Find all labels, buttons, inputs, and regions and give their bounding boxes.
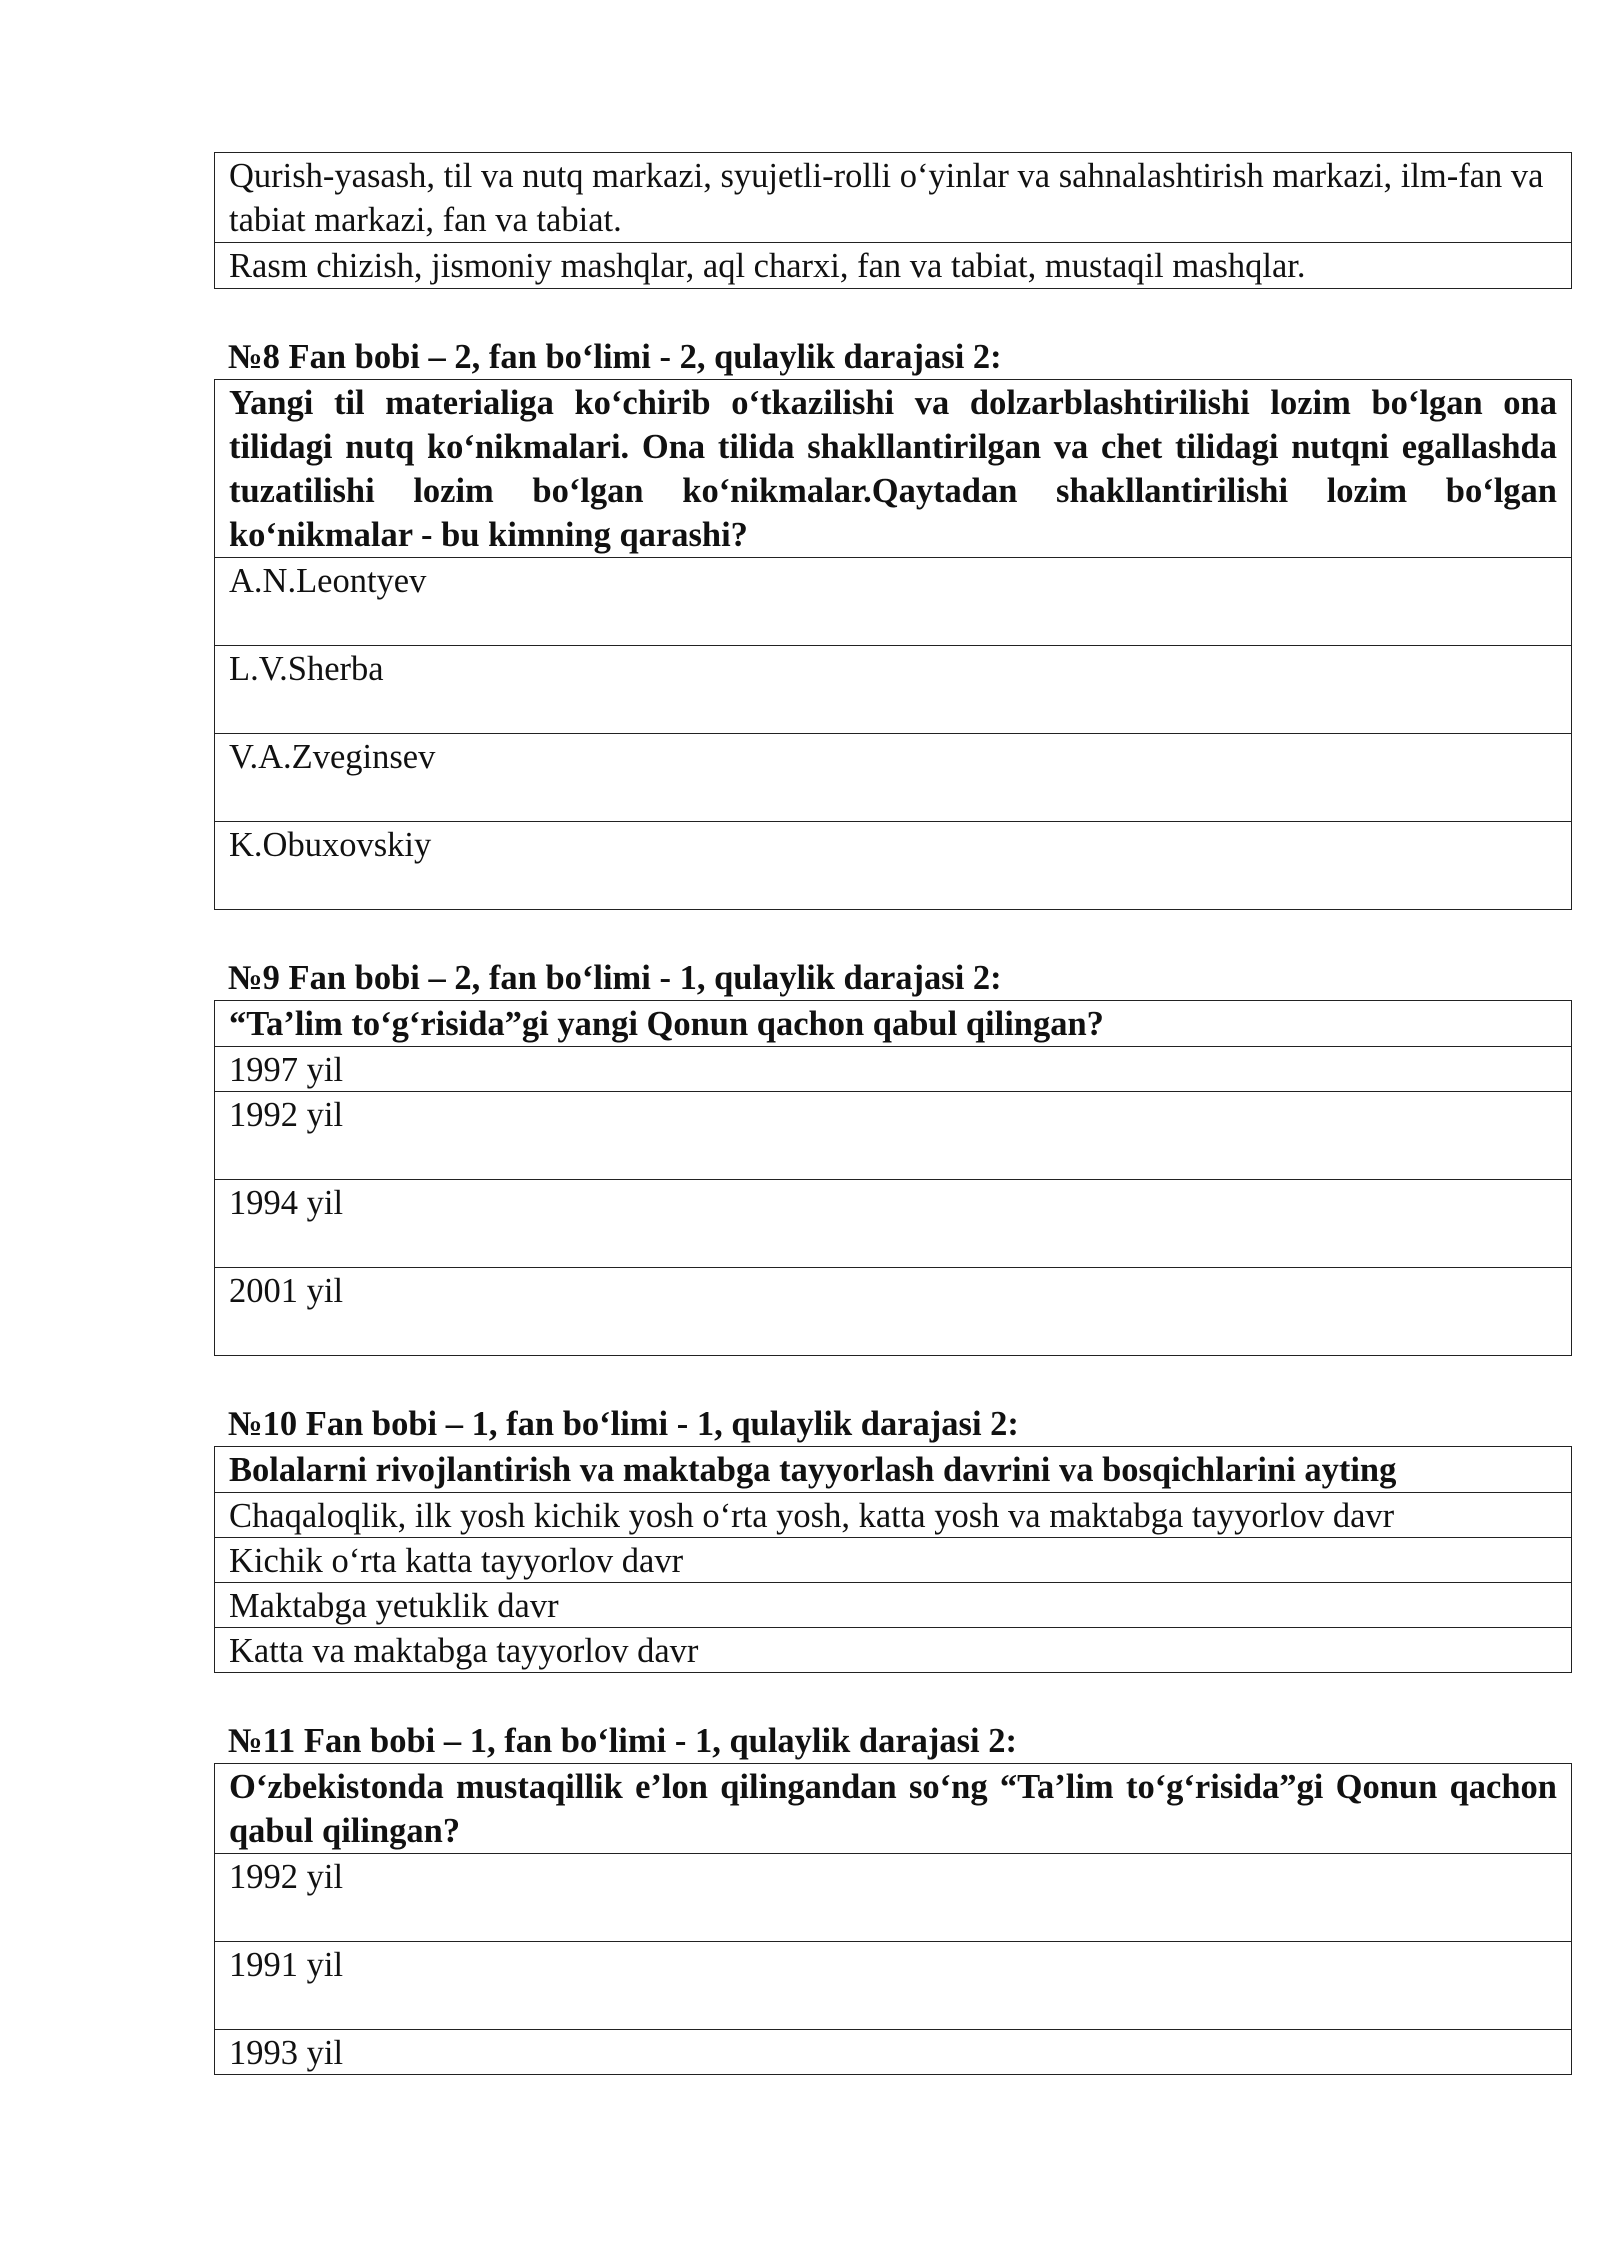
answer-option: Katta va maktabga tayyorlov davr [215,1627,1571,1672]
answer-option: A.N.Leontyev [215,557,1571,645]
answer-option: 2001 yil [215,1267,1571,1355]
answers-table-q7-continued [214,152,1572,289]
question-table-9 [214,1000,1572,1356]
answer-option: Rasm chizish, jismoniy mashqlar, aql charxi, fan va tabiat, mustaqil mashqlar. [215,242,1571,288]
question-table-11 [214,1763,1572,2075]
answer-option: 1994 yil [215,1179,1571,1267]
question-text-10: Bolalarni rivojlantirish va maktabga tayyorlash davrini va bosqichlarini ayting [229,1451,1397,1489]
question-heading-9: №9 Fan bobi – 2, fan bo‘limi - 1, qulaylik darajasi 2: [228,959,1002,997]
answer-option: Chaqaloqlik, ilk yosh kichik yosh o‘rta yosh, katta yosh va maktabga tayyorlov davr [215,1492,1571,1537]
answer-option: 1992 yil [215,1091,1571,1179]
answer-option: 1997 yil [215,1046,1571,1091]
answer-option: 1992 yil [215,1853,1571,1941]
document-page [214,152,1572,2075]
question-heading-10: №10 Fan bobi – 1, fan bo‘limi - 1, qulaylik darajasi 2: [228,1405,1019,1443]
answer-option: K.Obuxovskiy [215,821,1571,909]
question-text-11: O‘zbekistonda mustaqillik e’lon qilingandan so‘ng “Ta’lim to‘g‘risida”gi Qonun qachon qabul qilingan? [229,1768,1557,1850]
answer-option: Maktabga yetuklik davr [215,1582,1571,1627]
question-text-8: Yangi til materialiga ko‘chirib o‘tkazilishi va dolzarblashtirilishi lozim bo‘lgan ona tilidagi nutq ko‘nikmalari. Ona tilida shakllantirilgan va chet tilidagi nutqni egallashda tuzatilishi lozim bo‘lgan ko‘nikmalar.Qaytadan shakllantirilishi lozim bo‘lgan ko‘nikmalar - bu kimning qarashi? [229,384,1557,554]
answer-option: 1991 yil [215,1941,1571,2029]
answer-option: 1993 yil [215,2029,1571,2074]
answer-option: Qurish-yasash, til va nutq markazi, syujetli-rolli o‘yinlar va sahnalashtirish markazi, ilm-fan va tabiat markazi, fan va tabiat. [229,157,1544,239]
question-heading-8: №8 Fan bobi – 2, fan bo‘limi - 2, qulaylik darajasi 2: [228,338,1002,376]
question-text-9: “Ta’lim to‘g‘risida”gi yangi Qonun qachon qabul qilingan? [229,1005,1104,1043]
question-table-8 [214,379,1572,910]
answer-option: L.V.Sherba [215,645,1571,733]
question-table-10 [214,1446,1572,1673]
answer-option: V.A.Zveginsev [215,733,1571,821]
answer-option: Kichik o‘rta katta tayyorlov davr [215,1537,1571,1582]
question-heading-11: №11 Fan bobi – 1, fan bo‘limi - 1, qulaylik darajasi 2: [228,1722,1018,1760]
